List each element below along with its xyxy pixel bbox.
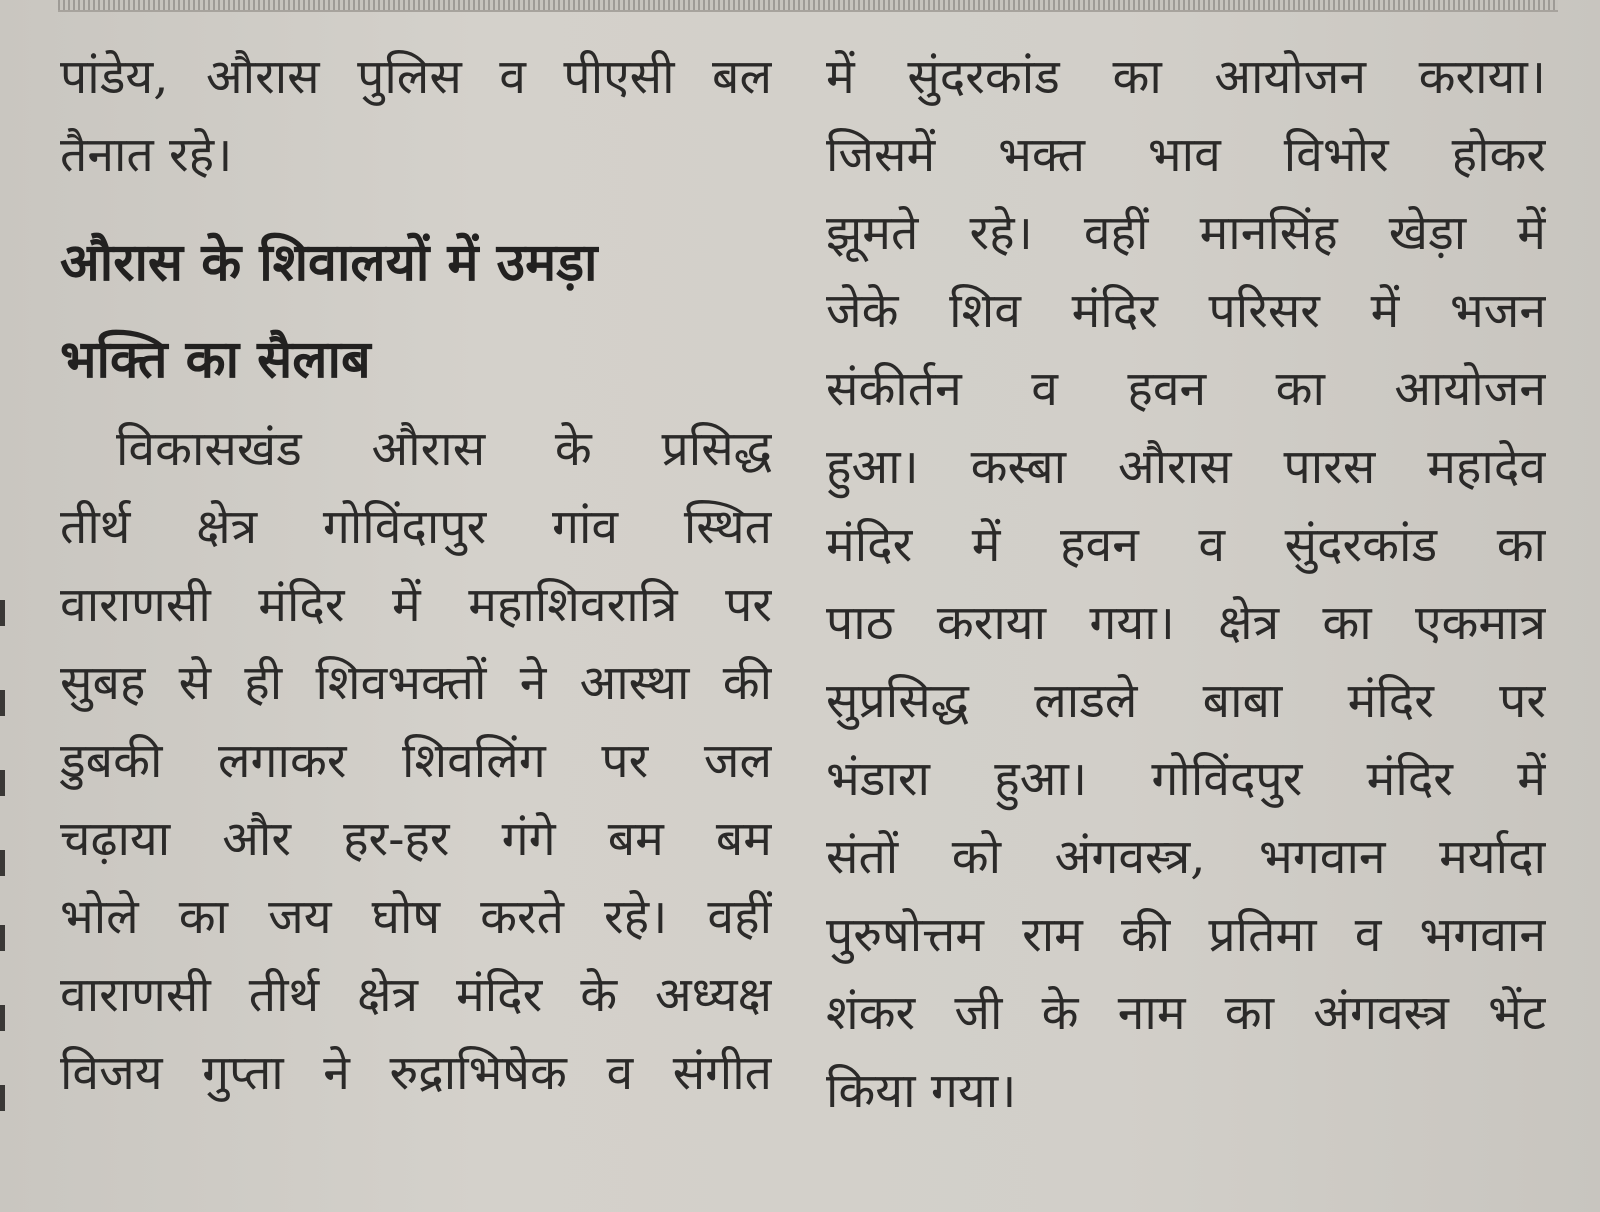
body-line: भंडारा हुआ। गोविंदपुर मंदिर में [826, 751, 1546, 807]
body-line: विजय गुप्ता ने रुद्राभिषेक व संगीत [60, 1045, 772, 1101]
top-border-strip [58, 0, 1558, 12]
body-line: जेके शिव मंदिर परिसर में भजन [826, 283, 1546, 339]
margin-mark [0, 690, 5, 716]
body-line: शंकर जी के नाम का अंगवस्त्र भेंट [826, 985, 1546, 1041]
body-line: सुप्रसिद्ध लाडले बाबा मंदिर पर [826, 673, 1546, 729]
article-headline: भक्ति का सैलाब [60, 330, 371, 390]
body-line: संतों को अंगवस्त्र, भगवान मर्यादा [826, 829, 1546, 885]
margin-mark [0, 770, 5, 796]
article-headline: औरास के शिवालयों में उमड़ा [60, 233, 598, 293]
body-line: वाराणसी मंदिर में महाशिवरात्रि पर [60, 577, 772, 633]
body-line: में सुंदरकांड का आयोजन कराया। [826, 49, 1546, 105]
lead-line: पांडेय, औरास पुलिस व पीएसी बल [60, 49, 772, 105]
body-line: भोले का जय घोष करते रहे। वहीं [60, 889, 772, 945]
left-column [60, 38, 772, 1112]
body-line: वाराणसी तीर्थ क्षेत्र मंदिर के अध्यक्ष [60, 967, 772, 1023]
right-column [826, 38, 1546, 1130]
body-line: सुबह से ही शिवभक्तों ने आस्था की [60, 655, 772, 711]
margin-mark [0, 850, 5, 876]
body-line: संकीर्तन व हवन का आयोजन [826, 361, 1546, 417]
body-line: विकासखंड औरास के प्रसिद्ध [116, 421, 772, 477]
body-line: किया गया। [826, 1063, 1017, 1119]
body-line: चढ़ाया और हर-हर गंगे बम बम [60, 811, 772, 867]
margin-mark [0, 925, 5, 951]
body-line: पाठ कराया गया। क्षेत्र का एकमात्र [826, 595, 1546, 651]
body-line: तीर्थ क्षेत्र गोविंदापुर गांव स्थित [60, 499, 772, 555]
margin-mark [0, 600, 5, 626]
margin-mark [0, 1085, 5, 1111]
lead-line: तैनात रहे। [60, 127, 233, 183]
margin-mark [0, 1005, 5, 1031]
body-line: डुबकी लगाकर शिवलिंग पर जल [60, 733, 772, 789]
body-line: जिसमें भक्त भाव विभोर होकर [826, 127, 1546, 183]
body-line: हुआ। कस्बा औरास पारस महादेव [826, 439, 1546, 495]
left-margin-marks [0, 0, 10, 1212]
body-line: पुरुषोत्तम राम की प्रतिमा व भगवान [826, 907, 1546, 963]
body-line: झूमते रहे। वहीं मानसिंह खेड़ा में [826, 205, 1546, 261]
body-line: मंदिर में हवन व सुंदरकांड का [826, 517, 1546, 573]
